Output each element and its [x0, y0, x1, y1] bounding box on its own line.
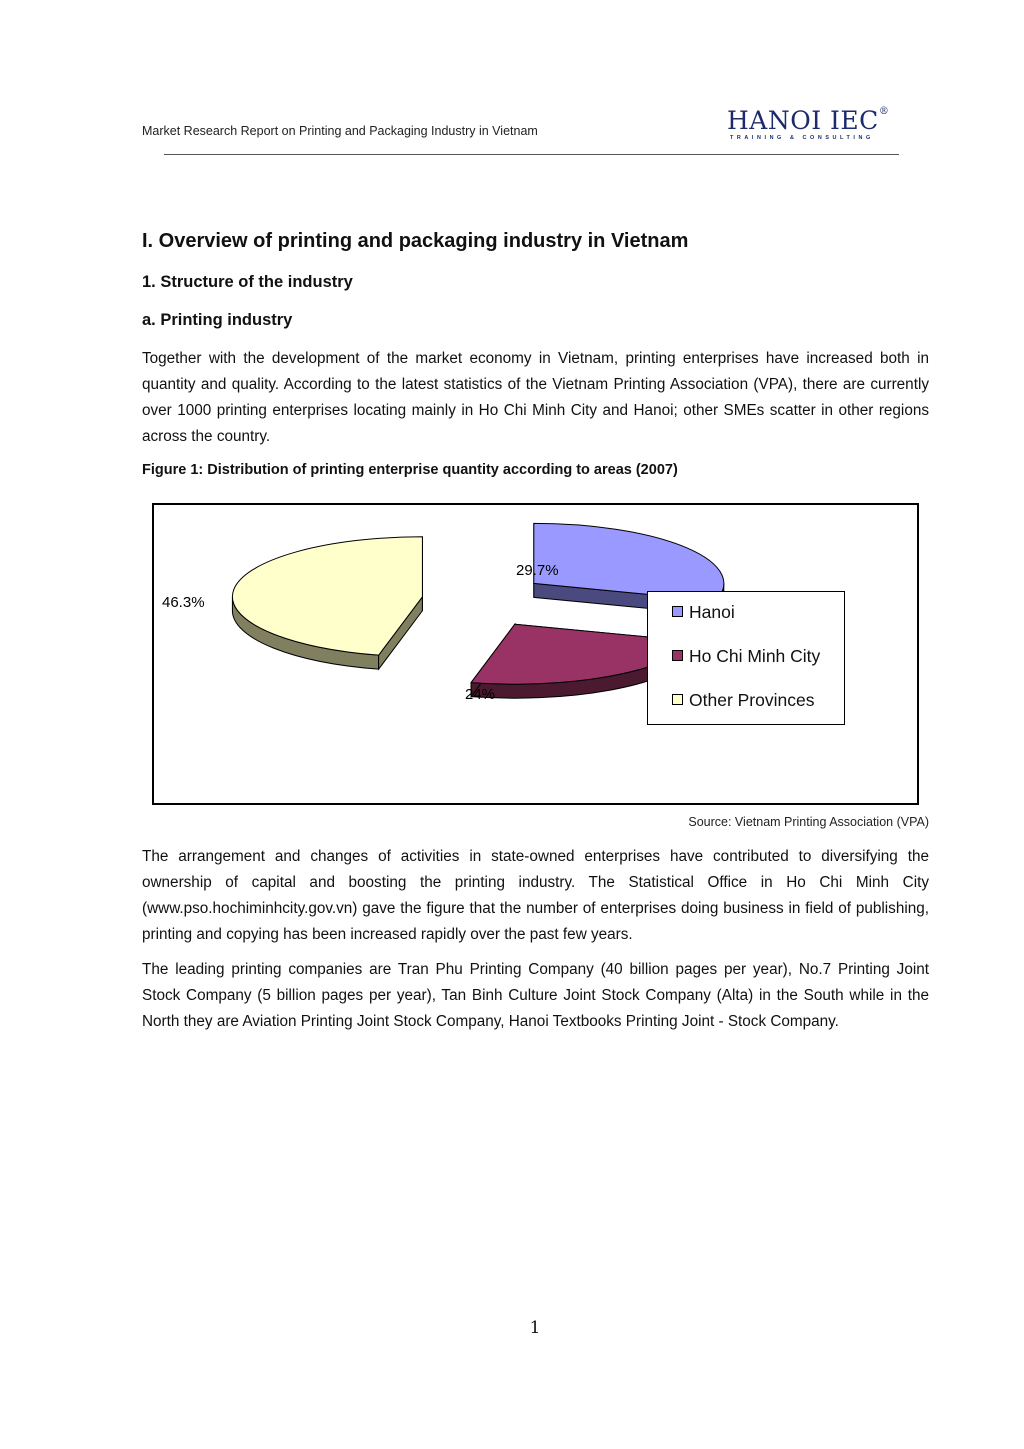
sub-subsection-heading: a. Printing industry [142, 311, 293, 329]
hanoi-iec-logo [727, 106, 890, 141]
legend-label: Hanoi [689, 602, 735, 622]
pie-chart [152, 503, 919, 805]
legend-swatch [672, 650, 683, 661]
legend-item-other-provinces [672, 690, 814, 710]
page-header [142, 106, 902, 156]
paragraph-leading-companies: The leading printing companies are Tran Phu Printing Company (40 billion pages per year), No.7 Printing Joint Stock Company (5 billion pages per year), Tan Binh Culture Joint Stock Company (Alta) in the South while in the North they are Aviation Printing Joint Stock Company, Hanoi Textbooks Printing Joint - Stock Company. [142, 961, 929, 1030]
page-number: 1 [529, 1318, 541, 1338]
legend-item-ho-chi-minh-city [672, 646, 820, 666]
data-label-hanoi: 29.7% [516, 562, 559, 579]
section-heading: I. Overview of printing and packaging industry in Vietnam [142, 230, 689, 252]
paragraph-ownership: The arrangement and changes of activities in state-owned enterprises have contributed to diversifying the ownership of capital and boosting the printing industry. The Statistical Office in Ho Chi Minh City (www.pso.hochiminhcity.gov.vn) gave the figure that the number of enterprises doing business in field of publishing, printing and copying has been increased rapidly over the past few years. [142, 848, 929, 943]
data-label-other-provinces: 46.3% [162, 594, 205, 611]
chart-legend [647, 591, 845, 725]
data-label-ho-chi-minh-city: 24% [465, 686, 496, 703]
report-title: Market Research Report on Printing and Packaging Industry in Vietnam [142, 124, 538, 138]
registered-mark: ® [878, 106, 890, 117]
logo-tagline: TRAINING & CONSULTING [730, 135, 874, 141]
legend-label: Ho Chi Minh City [689, 646, 821, 666]
header-divider [164, 154, 899, 155]
figure-source: Source: Vietnam Printing Association (VPA) [688, 815, 929, 829]
figure-caption: Figure 1: Distribution of printing enterprise quantity according to areas (2007) [142, 462, 678, 478]
legend-item-hanoi [672, 602, 735, 622]
legend-swatch [672, 694, 683, 705]
paragraph-intro: Together with the development of the market economy in Vietnam, printing enterprises have increased both in quantity and quality. According to the latest statistics of the Vietnam Printing Association (VPA), there are currently over 1000 printing enterprises locating mainly in Ho Chi Minh City and Hanoi; other SMEs scatter in other regions across the country. [142, 350, 929, 445]
subsection-heading: 1. Structure of the industry [142, 273, 353, 291]
legend-swatch [672, 606, 683, 617]
logo-text: HANOI IEC [727, 106, 879, 135]
legend-label: Other Provinces [689, 690, 815, 710]
